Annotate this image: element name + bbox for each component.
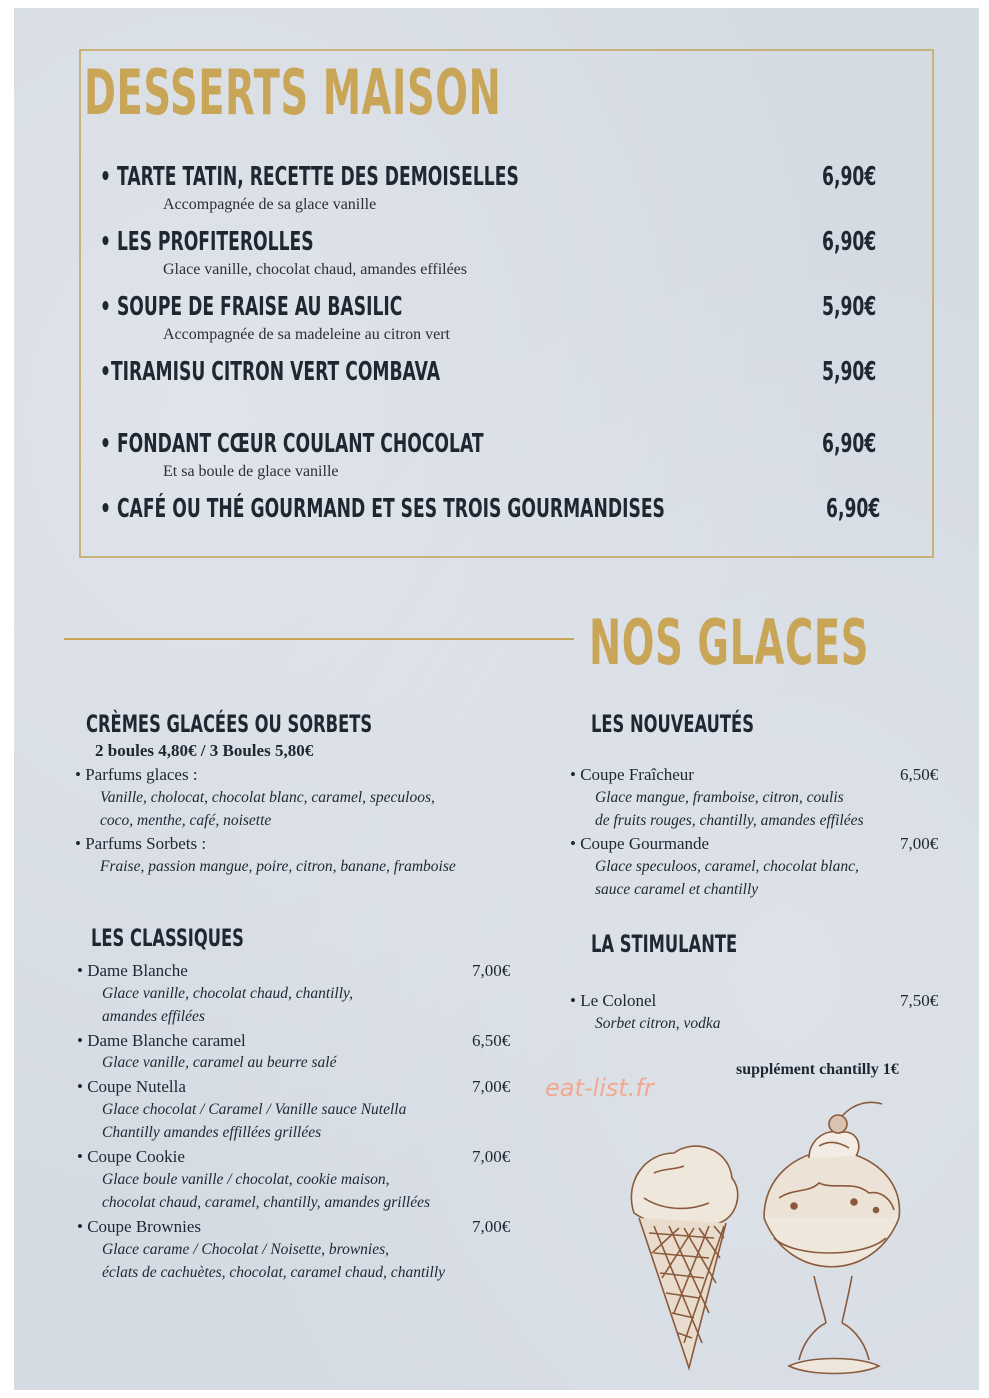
classique-item-desc: Glace boule vanille / chocolat, cookie maison, — [102, 1171, 390, 1188]
nouveaute-item-desc: de fruits rouges, chantilly, amandes effilées — [595, 812, 864, 829]
classique-item-name: • Coupe Cookie — [77, 1147, 185, 1166]
desserts-title: DESSERTS MAISON — [84, 56, 502, 129]
cremes-prices: 2 boules 4,80€ / 3 Boules 5,80€ — [95, 741, 314, 760]
stimulante-item-name: • Le Colonel — [570, 991, 657, 1010]
nouveaute-item-name: • Coupe Gourmande — [570, 834, 710, 853]
supplement-note: supplément chantilly 1€ — [736, 1061, 899, 1078]
classique-item-price: 7,00€ — [472, 1147, 511, 1166]
parfums-glaces-label: • Parfums glaces : — [75, 765, 198, 784]
glaces-title: NOS GLACES — [589, 606, 870, 679]
dessert-item-price: 6,90€ — [822, 162, 877, 192]
classique-item-price: 7,00€ — [472, 961, 511, 980]
stimulante-title: LA STIMULANTE — [591, 930, 738, 958]
cremes-title: CRÈMES GLACÉES OU SORBETS — [86, 710, 373, 738]
dessert-item-desc: Et sa boule de glace vanille — [163, 463, 339, 480]
classique-item-desc: Glace vanille, chocolat chaud, chantilly, — [102, 985, 353, 1002]
dessert-item-desc: Accompagnée de sa glace vanille — [163, 196, 377, 213]
classique-item-price: 7,00€ — [472, 1217, 511, 1236]
classique-item-price: 7,00€ — [472, 1077, 511, 1096]
dessert-item-name: • TARTE TATIN, RECETTE DES DEMOISELLES — [100, 162, 519, 192]
dessert-item-desc: Accompagnée de sa madeleine au citron vert — [163, 326, 450, 343]
parfums-glaces-list: coco, menthe, café, noisette — [100, 812, 272, 829]
dessert-item-name: • CAFÉ OU THÉ GOURMAND ET SES TROIS GOURMANDISES — [100, 494, 665, 524]
classique-item-name: • Coupe Brownies — [77, 1217, 201, 1236]
stimulante-item-price: 7,50€ — [900, 991, 939, 1010]
gold-divider — [64, 638, 574, 640]
dessert-item-price: 6,90€ — [826, 494, 881, 524]
dessert-item-price: 5,90€ — [822, 292, 877, 322]
classique-item-desc: chocolat chaud, caramel, chantilly, amandes grillées — [102, 1194, 431, 1211]
dessert-item-price: 6,90€ — [822, 227, 877, 257]
classique-item-desc: Glace vanille, caramel au beurre salé — [102, 1054, 337, 1071]
dessert-item-name: •TIRAMISU CITRON VERT COMBAVA — [100, 357, 441, 387]
nouveaute-item-desc: sauce caramel et chantilly — [595, 881, 759, 898]
ice-cream-illustration — [614, 1098, 954, 1388]
nouveaute-item-desc: Glace mangue, framboise, citron, coulis — [595, 789, 844, 806]
nouveaute-item-desc: Glace speculoos, caramel, chocolat blanc, — [595, 858, 859, 875]
dessert-item-price: 6,90€ — [822, 429, 877, 459]
dessert-item-name: • FONDANT CŒUR COULANT CHOCOLAT — [100, 429, 484, 459]
dessert-item-price: 5,90€ — [822, 357, 877, 387]
sundae-cup-sketch — [764, 1102, 899, 1373]
classiques-title: LES CLASSIQUES — [91, 924, 244, 952]
classique-item-name: • Dame Blanche — [77, 961, 188, 980]
stimulante-item-desc: Sorbet citron, vodka — [595, 1015, 721, 1032]
dessert-item-name: • SOUPE DE FRAISE AU BASILIC — [100, 292, 403, 322]
ice-cream-cone-sketch — [631, 1146, 737, 1368]
classique-item-desc: éclats de cachuètes, chocolat, caramel chaud, chantilly — [102, 1264, 446, 1281]
dessert-item-name: • LES PROFITEROLLES — [100, 227, 314, 257]
classique-item-price: 6,50€ — [472, 1031, 511, 1050]
classique-item-desc: Glace chocolat / Caramel / Vanille sauce Nutella — [102, 1101, 407, 1118]
classique-item-desc: Glace carame / Chocolat / Noisette, brownies, — [102, 1241, 389, 1258]
classique-item-name: • Dame Blanche caramel — [77, 1031, 246, 1050]
parfums-sorbets-label: • Parfums Sorbets : — [75, 834, 207, 853]
classique-item-desc: amandes effilées — [102, 1008, 205, 1025]
watermark: eat-list.fr — [545, 1074, 654, 1102]
nouveaute-item-price: 6,50€ — [900, 765, 939, 784]
nouveautes-title: LES NOUVEAUTÉS — [591, 710, 754, 738]
classique-item-desc: Chantilly amandes effillées grillées — [102, 1124, 322, 1141]
menu-page — [14, 8, 979, 1390]
parfums-glaces-list: Vanille, cholocat, chocolat blanc, caramel, speculoos, — [100, 789, 435, 806]
nouveaute-item-name: • Coupe Fraîcheur — [570, 765, 694, 784]
nouveaute-item-price: 7,00€ — [900, 834, 939, 853]
dessert-item-desc: Glace vanille, chocolat chaud, amandes effilées — [163, 261, 468, 278]
classique-item-name: • Coupe Nutella — [77, 1077, 186, 1096]
parfums-sorbets-list: Fraise, passion mangue, poire, citron, banane, framboise — [100, 858, 456, 875]
